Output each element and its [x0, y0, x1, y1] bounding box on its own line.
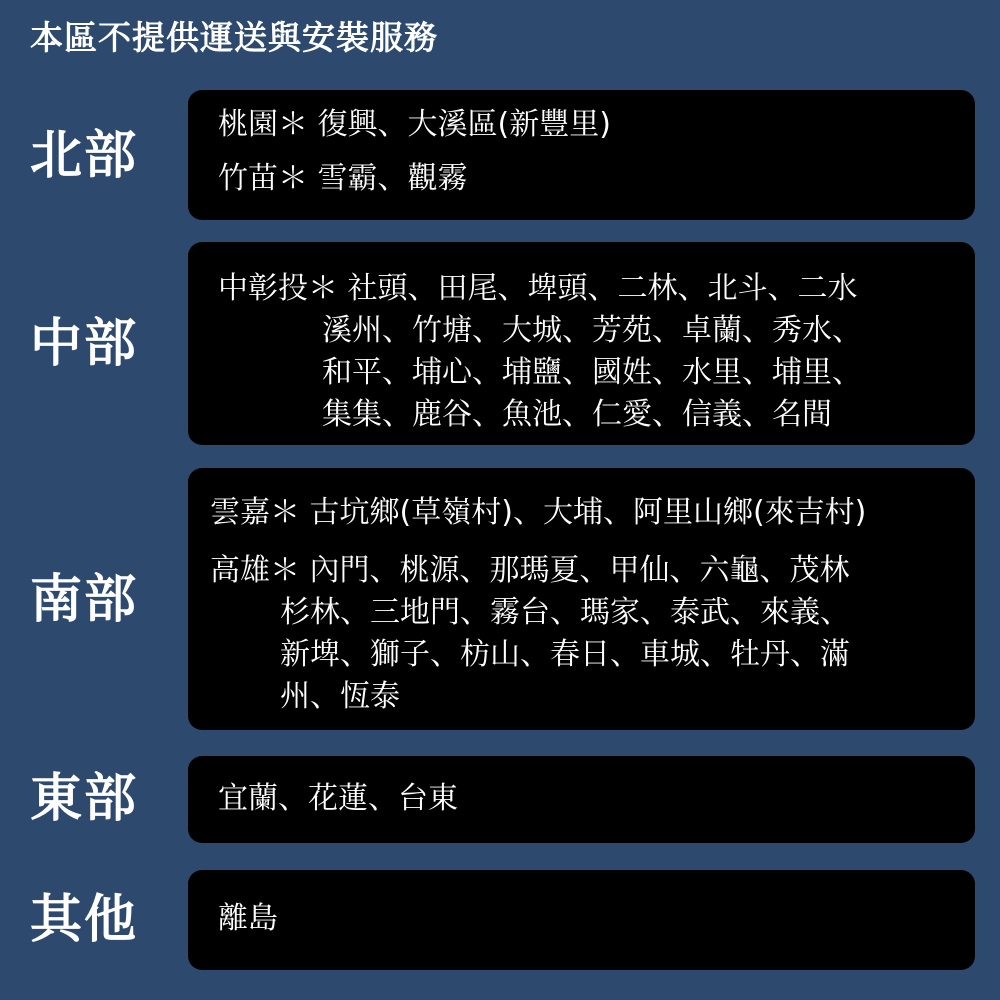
region-entry [218, 104, 957, 146]
entry-line: 竹苗＊ 雪霸、觀霧 [218, 161, 468, 196]
region-entry [218, 898, 957, 940]
region-label: 中部 [30, 314, 139, 374]
entry-line: 中彰投＊ 社頭、田尾、埤頭、二林、北斗、二水 [218, 271, 858, 306]
region-entry [218, 158, 957, 200]
region-label: 其他 [30, 890, 139, 950]
entry-line: 集集、鹿谷、魚池、仁愛、信義、名間 [322, 397, 832, 432]
entry-line: 宜蘭、花蓮、台東 [218, 781, 458, 816]
region-east [0, 756, 1000, 843]
entry-line: 新埤、獅子、枋山、春日、車城、牡丹、滿 [280, 637, 850, 672]
entry-line: 桃園＊ 復興、大溪區(新豐里) [218, 107, 611, 142]
region-entry [210, 550, 957, 718]
region-box [188, 468, 975, 730]
entry-line: 離島 [218, 901, 278, 936]
region-box [188, 870, 975, 970]
region-label: 南部 [30, 570, 139, 630]
entry-line: 雲嘉＊ 古坑鄉(草嶺村)、大埔、阿里山鄉(來吉村) [210, 495, 867, 530]
region-box [188, 90, 975, 220]
region-entry [210, 492, 957, 534]
region-entry [218, 268, 957, 436]
entry-line: 高雄＊ 內門、桃源、那瑪夏、甲仙、六龜、茂林 [210, 553, 850, 588]
region-box [188, 242, 975, 445]
region-box [188, 756, 975, 843]
entry-line: 州、恆泰 [280, 679, 400, 714]
page-title: 本區不提供運送與安裝服務 [30, 18, 438, 57]
region-entry [218, 778, 957, 820]
region-north [0, 90, 1000, 220]
entry-line: 溪州、竹塘、大城、芳苑、卓蘭、秀水、 [322, 313, 862, 348]
entry-line: 和平、埔心、埔鹽、國姓、水里、埔里、 [322, 355, 862, 390]
region-other [0, 870, 1000, 970]
region-label: 東部 [30, 769, 139, 829]
region-south [0, 468, 1000, 730]
entry-line: 杉林、三地門、霧台、瑪家、泰武、來義、 [280, 595, 850, 630]
region-central [0, 242, 1000, 445]
region-label: 北部 [30, 126, 139, 186]
